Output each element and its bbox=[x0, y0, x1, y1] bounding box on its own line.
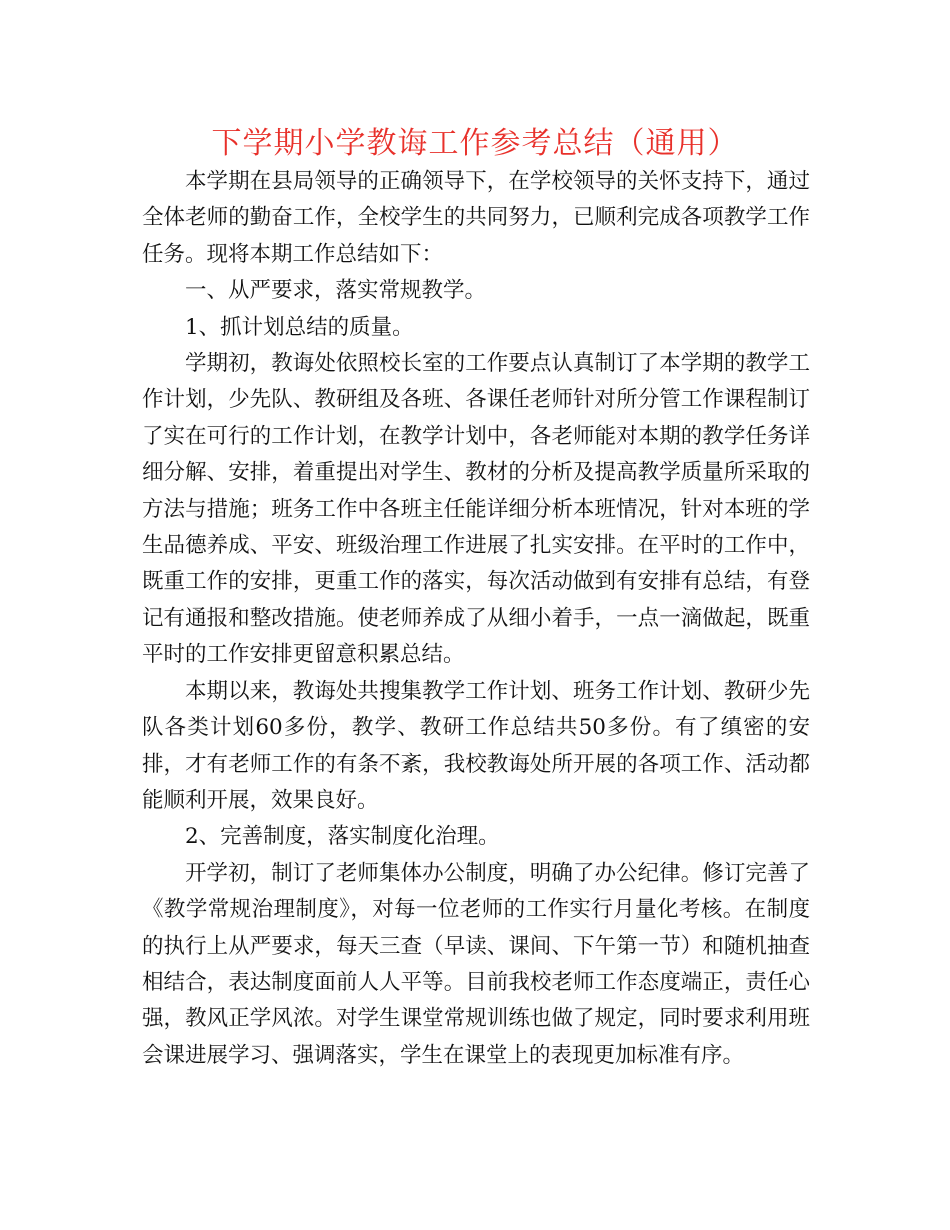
paragraph-collection: 本期以来，教诲处共搜集教学工作计划、班务工作计划、教研少先队各类计划60多份，教学、教研工作总结共50多份。有了缜密的安排，才有老师工作的有条不紊，我校教诲处所开展的各项工作、活动都能顺利开展，效果良好。 bbox=[142, 678, 810, 813]
paragraph-plan: 学期初，教诲处依照校长室的工作要点认真制订了本学期的教学工作计划，少先队、教研组及各班、各课任老师针对所分管工作课程制订了实在可行的工作计划，在教学计划中，各老师能对本期的教学任务详细分解、安排，着重提出对学生、教材的分析及提高教学质量所采取的方法与措施；班务工作中各班主任能详细分析本班情况，针对本班的学生品德养成、平安、班级治理工作进展了扎实安排。在平时的工作中，既重工作的安排，更重工作的落实，每次活动做到有安排有总结，有登记有通报和整改措施。使老师养成了从细小着手，一点一滴做起，既重平时的工作安排更留意积累总结。 bbox=[142, 351, 810, 668]
paragraph-system: 开学初，制订了老师集体办公制度，明确了办公纪律。修订完善了《教学常规治理制度》，对每一位老师的工作实行月量化考核。在制度的执行上从严要求，每天三查（早读、课间、下午第一节）和随机抽查相结合，表达制度面前人人平等。目前我校老师工作态度端正，责任心强，教风正学风浓。对学生课堂常规训练也做了规定，同时要求利用班会课进展学习、强调落实，学生在课堂上的表现更加标准有序。 bbox=[142, 860, 810, 1068]
document-title: 下学期小学教诲工作参考总结（通用） bbox=[211, 126, 739, 161]
document-body bbox=[142, 164, 810, 1074]
subsection-heading-1: 1、抓计划总结的质量。 bbox=[185, 314, 414, 340]
section-heading-1: 一、从严要求，落实常规教学。 bbox=[185, 278, 487, 304]
subsection-heading-2: 2、完善制度，落实制度化治理。 bbox=[185, 824, 500, 850]
paragraph-intro: 本学期在县局领导的正确领导下，在学校领导的关怀支持下，通过全体老师的勤奋工作，全校学生的共同努力，已顺利完成各项教学工作任务。现将本期工作总结如下： bbox=[142, 169, 810, 267]
